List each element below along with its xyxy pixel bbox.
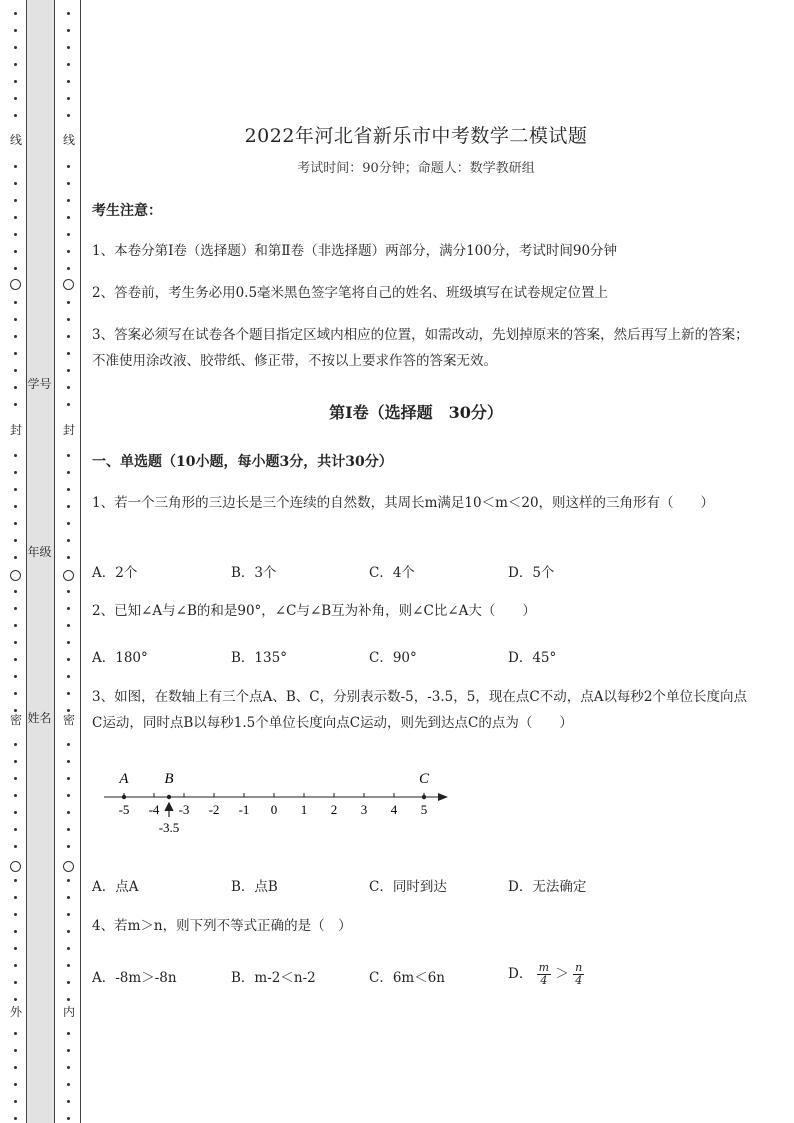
question-2-options [92, 646, 752, 670]
inner-margin-char: 线 [62, 133, 75, 147]
inner-dot [67, 896, 70, 899]
option-a: A．-8m＞-8n [92, 970, 177, 986]
inner-dot [67, 1066, 70, 1069]
inner-dot [67, 114, 70, 117]
option-d: D．无法确定 [508, 879, 587, 895]
outer-dot [14, 1066, 17, 1069]
pointer-arrow [165, 803, 173, 817]
outer-dot [14, 46, 17, 49]
outer-dot [14, 369, 17, 372]
student-id-label: 学号 [27, 377, 52, 391]
outer-dot [14, 471, 17, 474]
outer-dot [14, 488, 17, 491]
option-c: C．同时到达 [369, 879, 447, 895]
outer-dot [14, 301, 17, 304]
inner-ring [63, 279, 74, 290]
fraction-n-over-4: $\frac{n}{4}$ [575, 961, 583, 987]
name-label: 姓名 [27, 711, 52, 725]
inner-dot [67, 777, 70, 780]
tick-label: 0 [270, 802, 278, 817]
inner-dot [67, 199, 70, 202]
outer-dot [14, 29, 17, 32]
page-subtitle: 考试时间：90分钟；命题人：数学教研组 [297, 161, 535, 176]
outer-dot [14, 165, 17, 168]
axis-arrowhead [438, 793, 448, 801]
option-c: C．4个 [369, 565, 415, 581]
option-d: D．5个 [508, 565, 555, 581]
outer-dot [14, 794, 17, 797]
inner-dot [67, 250, 70, 253]
outer-dot [14, 12, 17, 15]
tick-label: 3 [360, 802, 368, 817]
inner-ring [63, 861, 74, 872]
outer-dot [14, 624, 17, 627]
outer-dot [14, 981, 17, 984]
outer-dot [14, 267, 17, 270]
greater-than-sign: ＞ [555, 966, 569, 982]
outer-dot [14, 811, 17, 814]
question-4-options [92, 962, 752, 996]
outer-dot [14, 879, 17, 882]
outer-dot [14, 233, 17, 236]
outer-dot [14, 930, 17, 933]
outer-dotted-column [10, 0, 22, 1123]
inner-dot [67, 675, 70, 678]
inner-dot [67, 1100, 70, 1103]
inner-dot [67, 964, 70, 967]
inner-dot [67, 97, 70, 100]
number-line-figure [92, 765, 462, 840]
point-b-label: B [164, 771, 174, 787]
inner-dot [67, 1032, 70, 1035]
inner-dot [67, 29, 70, 32]
outer-dot [14, 522, 17, 525]
inner-dot [67, 947, 70, 950]
inner-dot [67, 46, 70, 49]
inner-dot [67, 692, 70, 695]
point-a-marker [122, 795, 126, 799]
inner-dot [67, 352, 70, 355]
option-b: B．点B [231, 879, 278, 895]
inner-dot [67, 879, 70, 882]
outer-margin-char: 封 [9, 423, 22, 437]
page-title: 2022年河北省新乐市中考数学二模试题 [244, 125, 588, 147]
outer-dot [14, 590, 17, 593]
outer-dot [14, 913, 17, 916]
outer-dot [14, 97, 17, 100]
inner-dot [67, 505, 70, 508]
inner-dot [67, 709, 70, 712]
outer-dot [14, 199, 17, 202]
point-b-marker [167, 795, 171, 799]
outer-dot [14, 80, 17, 83]
tick-label: 1 [300, 802, 308, 817]
option-b: B．3个 [231, 565, 277, 581]
part-heading: 一、单选题（10小题，每小题3分，共计30分） [92, 454, 393, 470]
inner-dot [67, 845, 70, 848]
inner-dot [67, 63, 70, 66]
binding-edge-line [80, 0, 81, 1123]
option-d-label: D． [508, 966, 533, 982]
inner-margin-char: 密 [62, 713, 75, 727]
inner-dot [67, 658, 70, 661]
outer-dot [14, 454, 17, 457]
inner-dot [67, 981, 70, 984]
tick-label: -2 [208, 802, 220, 817]
outer-margin-char: 密 [9, 713, 22, 727]
tick-label: 4 [390, 802, 398, 817]
point-b-annotation: -3.5 [158, 820, 180, 835]
outer-dot [14, 216, 17, 219]
notice-item: 3、答案必须写在试卷各个题目指定区域内相应的位置，如需改动，先划掉原来的答案，然后再写上新的答案；不准使用涂改液、胶带纸、修正带，不按以上要求作答的答案无效。 [92, 327, 749, 369]
tick-label: 5 [420, 802, 428, 817]
inner-margin-char: 内 [62, 1005, 75, 1019]
inner-margin-char: 封 [62, 423, 75, 437]
tick-label: -3 [178, 802, 190, 817]
inner-dot [67, 998, 70, 1001]
option-a: A．2个 [92, 565, 138, 581]
inner-dot [67, 1083, 70, 1086]
outer-dot [14, 318, 17, 321]
outer-dot [14, 505, 17, 508]
tick-label: -5 [118, 802, 130, 817]
question-1-stem: 1、若一个三角形的三边长是三个连续的自然数，其周长m满足10＜m＜20，则这样的三角形有（ ） [92, 495, 715, 511]
option-b: B．135° [231, 650, 287, 666]
question-3-options [92, 875, 752, 899]
inner-dot [67, 335, 70, 338]
inner-dot [67, 743, 70, 746]
binding-gray-band [26, 0, 55, 1123]
outer-dot [14, 1117, 17, 1120]
outer-dot [14, 743, 17, 746]
outer-ring [10, 570, 21, 581]
inner-dot [67, 403, 70, 406]
inner-dot [67, 1049, 70, 1052]
inner-dot [67, 386, 70, 389]
inner-dot [67, 556, 70, 559]
outer-dot [14, 114, 17, 117]
option-b: B．m-2＜n-2 [231, 970, 316, 986]
outer-dot [14, 386, 17, 389]
outer-dot [14, 352, 17, 355]
option-d: D．45° [508, 650, 557, 666]
inner-dot [67, 1117, 70, 1120]
inner-dot [67, 471, 70, 474]
outer-dot [14, 760, 17, 763]
inner-dot [67, 182, 70, 185]
outer-dot [14, 998, 17, 1001]
inner-dot [67, 590, 70, 593]
outer-dot [14, 1083, 17, 1086]
inner-dot [67, 318, 70, 321]
notice-item: 2、答卷前，考生务必用0.5毫米黑色签字笔将自己的姓名、班级填写在试卷规定位置上 [92, 285, 609, 301]
inner-dot [67, 216, 70, 219]
outer-dot [14, 403, 17, 406]
outer-dot [14, 845, 17, 848]
outer-margin-char: 外 [9, 1005, 22, 1019]
inner-dot [67, 12, 70, 15]
point-c-marker [422, 795, 426, 799]
outer-dot [14, 675, 17, 678]
question-4-stem: 4、若m＞n，则下列不等式正确的是（ ） [92, 918, 352, 934]
point-a-label: A [119, 771, 129, 787]
inner-dot [67, 80, 70, 83]
inner-dot [67, 539, 70, 542]
inner-dot [67, 794, 70, 797]
inner-dot [67, 369, 70, 372]
inner-dot [67, 607, 70, 610]
inner-dot [67, 267, 70, 270]
question-1-options [92, 561, 752, 585]
tick-label: -1 [238, 802, 250, 817]
option-c: C．90° [369, 650, 417, 666]
outer-dot [14, 63, 17, 66]
question-3-stem: 3、如图，在数轴上有三个点A、B、C，分别表示数-5，-3.5，5，现在点C不动，点A以每秒2个单位长度向点C运动，同时点B以每秒1.5个单位长度向点C运动，则先到达点C的点为（ ） [92, 689, 748, 731]
grade-label: 年级 [27, 545, 52, 559]
outer-dot [14, 658, 17, 661]
outer-dot [14, 964, 17, 967]
inner-dot [67, 301, 70, 304]
outer-dot [14, 1032, 17, 1035]
binding-margin [0, 0, 82, 1123]
inner-dot [67, 233, 70, 236]
fraction-m-over-4: $\frac{m}{4}$ [538, 961, 550, 987]
outer-dot [14, 709, 17, 712]
inner-dot [67, 624, 70, 627]
option-d [508, 962, 584, 987]
outer-dot [14, 539, 17, 542]
outer-margin-char: 线 [9, 133, 22, 147]
outer-dot [14, 777, 17, 780]
outer-dot [14, 828, 17, 831]
outer-dot [14, 250, 17, 253]
notice-heading: 考生注意： [92, 203, 162, 219]
inner-dot [67, 811, 70, 814]
outer-ring [10, 861, 21, 872]
outer-dot [14, 556, 17, 559]
inner-dot [67, 641, 70, 644]
point-c-label: C [418, 771, 430, 787]
inner-dot [67, 828, 70, 831]
section-title: 第I卷（选择题 30分） [329, 403, 503, 422]
notice-item: 1、本卷分第I卷（选择题）和第Ⅱ卷（非选择题）两部分，满分100分，考试时间90分钟 [92, 243, 618, 259]
inner-dot [67, 165, 70, 168]
question-2-stem: 2、已知∠A与∠B的和是90°，∠C与∠B互为补角，则∠C比∠A大（ ） [92, 603, 536, 619]
outer-dot [14, 692, 17, 695]
outer-dot [14, 182, 17, 185]
inner-dot [67, 930, 70, 933]
inner-dot [67, 522, 70, 525]
inner-dot [67, 760, 70, 763]
outer-dot [14, 335, 17, 338]
inner-dot [67, 488, 70, 491]
inner-dot [67, 454, 70, 457]
option-a: A．180° [92, 650, 148, 666]
outer-dot [14, 947, 17, 950]
outer-dot [14, 1100, 17, 1103]
outer-dot [14, 641, 17, 644]
inner-dot [67, 913, 70, 916]
outer-dot [14, 607, 17, 610]
option-a: A．点A [92, 879, 139, 895]
tick-label: -4 [148, 802, 160, 817]
tick-label: 2 [330, 802, 338, 817]
outer-ring [10, 279, 21, 290]
inner-dotted-column [63, 0, 75, 1123]
outer-dot [14, 896, 17, 899]
outer-dot [14, 1049, 17, 1052]
option-c: C．6m＜6n [369, 970, 446, 986]
inner-ring [63, 570, 74, 581]
